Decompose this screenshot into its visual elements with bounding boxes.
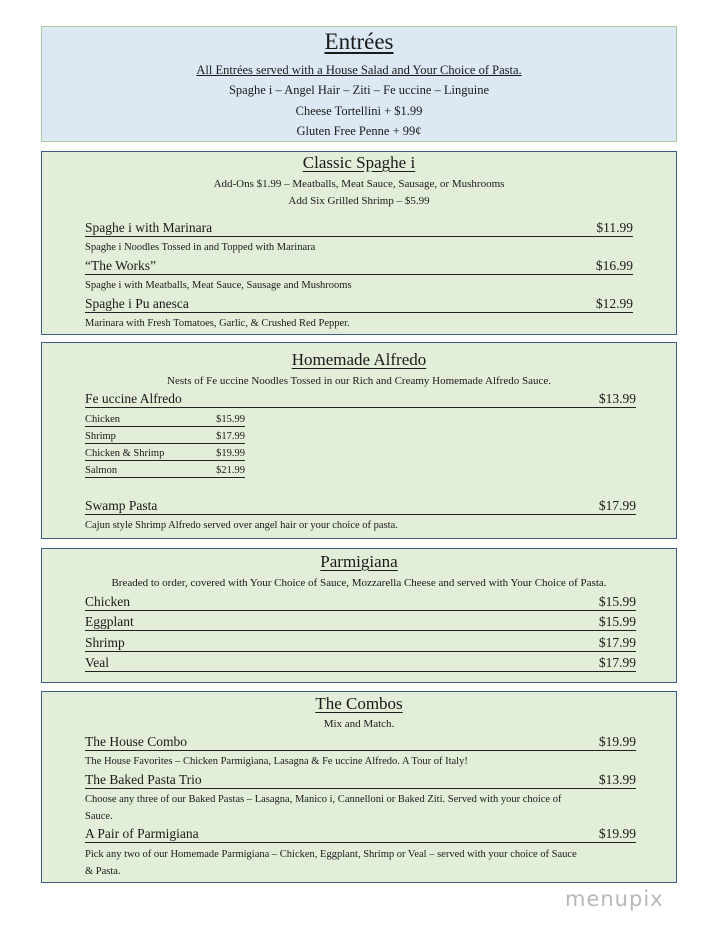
parm-sub: Breaded to order, covered with Your Choice of Sauce, Mozzarella Cheese and served with Your Choice of Pasta.	[111, 577, 607, 589]
item-desc-continued: & Pasta.	[85, 866, 121, 877]
classic-sub-1: Add-Ons $1.99 – Meatballs, Meat Sauce, Sausage, or Mushrooms	[213, 178, 505, 190]
addon-price: $19.99	[216, 448, 245, 459]
alfredo-addon-row	[85, 431, 245, 444]
item-name: Spaghe i Pu anesca	[85, 296, 189, 311]
item-price: $11.99	[596, 220, 633, 235]
menu-item-row	[85, 221, 633, 237]
menupix-watermark: menupix	[565, 887, 664, 911]
classic-spaghetti-section	[41, 151, 677, 335]
item-price: $19.99	[598, 734, 636, 749]
classic-sub-2: Add Six Grilled Shrimp – $5.99	[288, 195, 430, 207]
item-price: $19.99	[598, 826, 636, 841]
item-desc: Choose any three of our Baked Pastas – Lasagna, Manico i, Cannelloni or Baked Ziti. Served with your choice of	[85, 794, 562, 805]
item-name: A Pair of Parmigiana	[85, 826, 199, 841]
combos-title: The Combos	[315, 694, 403, 713]
menu-item-row	[85, 595, 636, 611]
addon-price: $15.99	[216, 414, 245, 425]
entrees-line-4: Gluten Free Penne + 99¢	[296, 124, 422, 138]
addon-price: $17.99	[216, 431, 245, 442]
menu-item-row	[85, 773, 636, 789]
item-name: Fe uccine Alfredo	[85, 391, 182, 406]
item-desc: Pick any two of our Homemade Parmigiana – Chicken, Eggplant, Shrimp or Veal – served with your choice of Sauce	[85, 849, 577, 860]
item-name: “The Works”	[85, 258, 157, 273]
item-name: Shrimp	[85, 635, 125, 650]
item-desc: Marinara with Fresh Tomatoes, Garlic, & Crushed Red Pepper.	[85, 318, 350, 329]
item-price: $17.99	[598, 655, 636, 670]
alfredo-addon-row	[85, 465, 245, 478]
menu-item-row	[85, 499, 636, 515]
item-price: $15.99	[598, 614, 636, 629]
alfredo-section	[41, 342, 677, 539]
item-name: The Baked Pasta Trio	[85, 772, 202, 787]
combos-section	[41, 691, 677, 883]
menu-item-row	[85, 392, 636, 408]
addon-name: Salmon	[85, 465, 118, 476]
menu-item-row	[85, 827, 636, 843]
entrees-title: Entrées	[324, 29, 394, 54]
entrees-line-3: Cheese Tortellini + $1.99	[295, 104, 423, 118]
item-price: $17.99	[598, 498, 636, 513]
alfredo-sub: Nests of Fe uccine Noodles Tossed in our Rich and Creamy Homemade Alfredo Sauce.	[167, 375, 551, 387]
menu-item-row	[85, 259, 633, 275]
item-name: The House Combo	[85, 734, 187, 749]
item-price: $13.99	[598, 391, 636, 406]
combos-sub: Mix and Match.	[323, 718, 395, 730]
addon-name: Chicken	[85, 414, 120, 425]
addon-name: Chicken & Shrimp	[85, 448, 165, 459]
item-price: $12.99	[595, 296, 633, 311]
menu-item-row	[85, 636, 636, 652]
alfredo-addon-row	[85, 414, 245, 427]
item-price: $13.99	[598, 772, 636, 787]
parmigiana-section	[41, 548, 677, 683]
item-price: $16.99	[595, 258, 633, 273]
menu-item-row	[85, 297, 633, 313]
item-desc-continued: Sauce.	[85, 811, 113, 822]
item-desc: The House Favorites – Chicken Parmigiana, Lasagna & Fe uccine Alfredo. A Tour of Italy!	[85, 756, 468, 767]
parm-title: Parmigiana	[320, 552, 398, 571]
alfredo-title: Homemade Alfredo	[291, 350, 427, 369]
entrees-intro	[41, 26, 677, 142]
item-name: Spaghe i with Marinara	[85, 220, 213, 235]
item-desc: Spaghe i Noodles Tossed in and Topped with Marinara	[85, 242, 316, 253]
menu-item-row	[85, 656, 636, 672]
classic-title: Classic Spaghe i	[302, 153, 416, 172]
entrees-line-2: Spaghe i – Angel Hair – Ziti – Fe uccine – Linguine	[228, 83, 490, 97]
menu-item-row	[85, 735, 636, 751]
item-name: Eggplant	[85, 614, 134, 629]
addon-price: $21.99	[216, 465, 245, 476]
item-desc: Spaghe i with Meatballs, Meat Sauce, Sausage and Mushrooms	[85, 280, 352, 291]
item-name: Swamp Pasta	[85, 498, 158, 513]
item-price: $17.99	[598, 635, 636, 650]
item-name: Veal	[85, 655, 109, 670]
addon-name: Shrimp	[85, 431, 116, 442]
item-price: $15.99	[598, 594, 636, 609]
menu-item-row	[85, 615, 636, 631]
entrees-line-1: All Entrées served with a House Salad and Your Choice of Pasta.	[196, 63, 522, 77]
alfredo-addon-row	[85, 448, 245, 461]
item-desc: Cajun style Shrimp Alfredo served over angel hair or your choice of pasta.	[85, 520, 398, 531]
item-name: Chicken	[85, 594, 130, 609]
